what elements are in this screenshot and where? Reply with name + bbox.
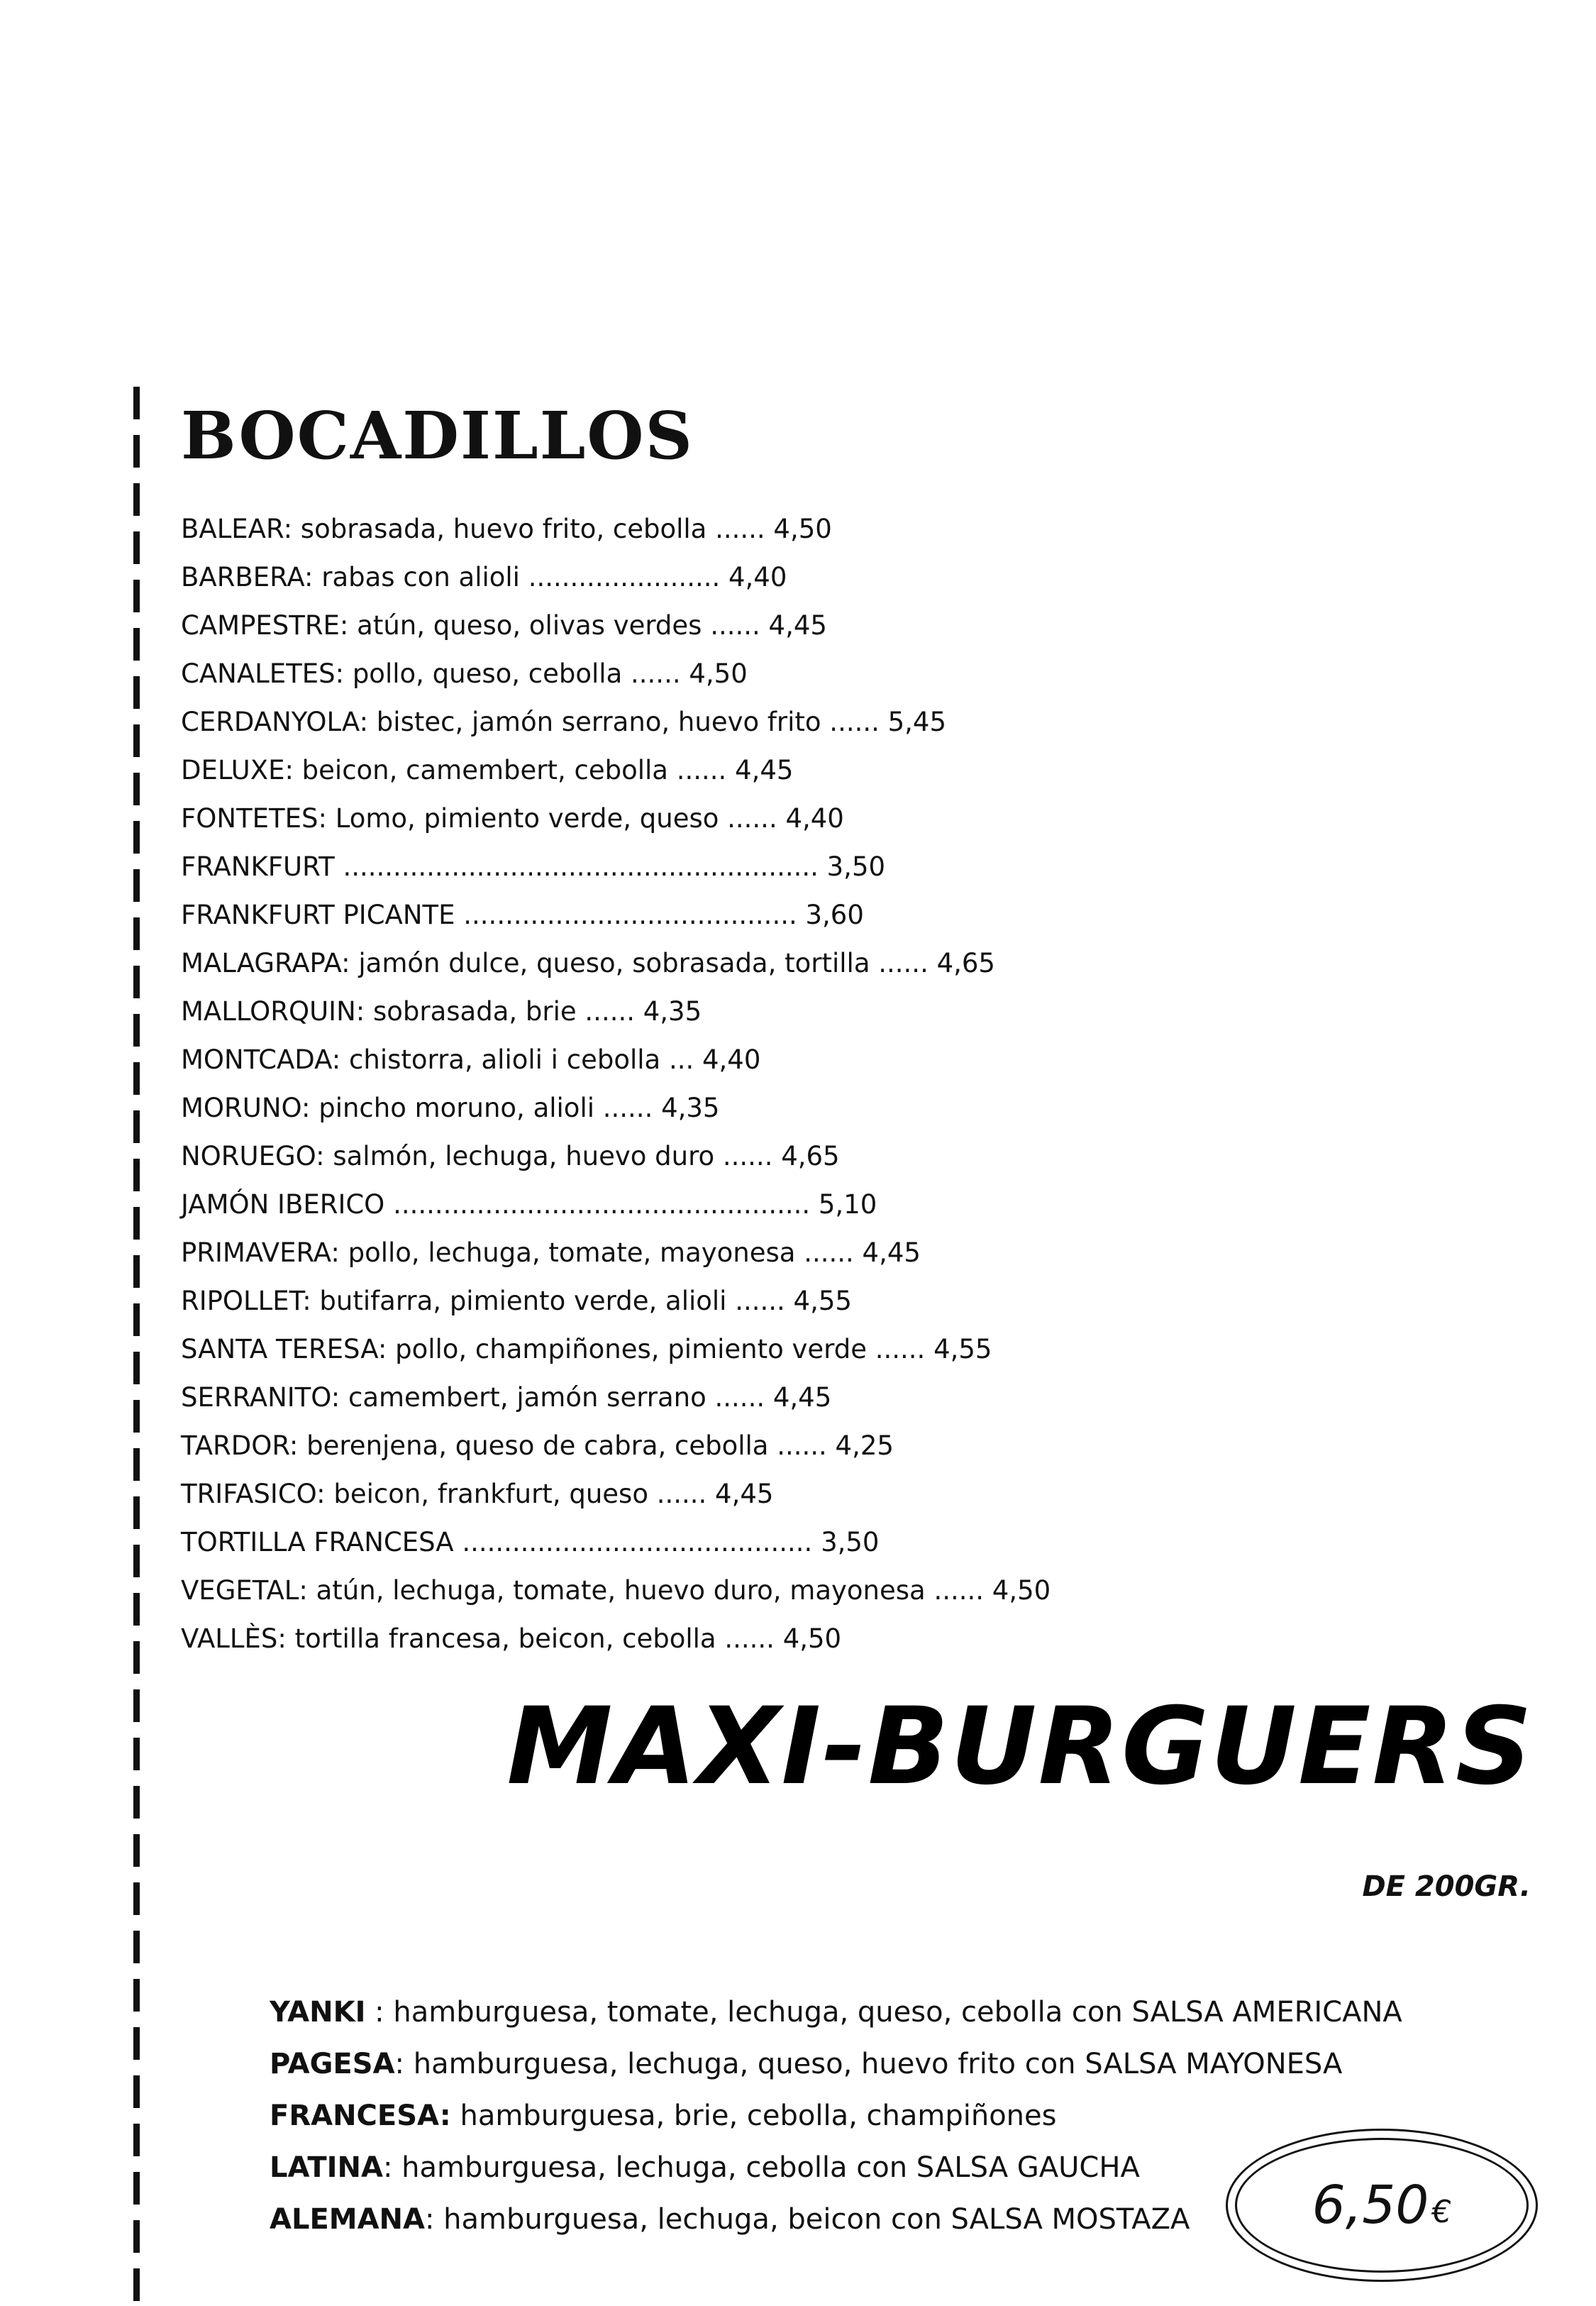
menu-item: MALAGRAPA: jamón dulce, queso, sobrasada, tortilla ...... 4,65 — [181, 948, 995, 978]
border-dash — [133, 1641, 140, 1674]
menu-item: CANALETES: pollo, queso, cebolla ...... 4,50 — [181, 658, 748, 689]
border-dash — [133, 2027, 140, 2060]
border-dash — [133, 628, 140, 661]
border-dash — [133, 1738, 140, 1770]
menu-item: JAMÓN IBERICO .................................................. 5,10 — [181, 1189, 877, 1220]
border-dash — [133, 1062, 140, 1095]
burger-name: LATINA — [270, 2151, 383, 2184]
border-dash — [133, 387, 140, 419]
price-badge-inner-ring — [1235, 2138, 1529, 2273]
border-dash — [133, 2172, 140, 2205]
menu-item: TORTILLA FRANCESA .......................................... 3,50 — [181, 1527, 880, 1557]
menu-item: CERDANYOLA: bistec, jamón serrano, huevo frito ...... 5,45 — [181, 707, 947, 737]
menu-item: BARBERA: rabas con alioli ....................... 4,40 — [181, 562, 787, 592]
menu-item: MALLORQUIN: sobrasada, brie ...... 4,35 — [181, 996, 702, 1027]
bocadillos-list — [181, 505, 1051, 1663]
menu-item: FRANKFURT ......................................................... 3,50 — [181, 851, 886, 882]
border-dash — [133, 1834, 140, 1867]
border-dash — [133, 821, 140, 854]
border-dash — [133, 2220, 140, 2253]
border-dash — [133, 1882, 140, 1915]
burger-item — [270, 2039, 1402, 2090]
price-value: 6,50 — [1312, 2175, 1429, 2236]
maxi-burguers-title: MAXI-BURGUERS — [506, 1685, 1534, 1809]
menu-item: RIPOLLET: butifarra, pimiento verde, alioli ...... 4,55 — [181, 1286, 852, 1316]
border-dash — [133, 1545, 140, 1577]
border-dash — [133, 2124, 140, 2156]
burger-description: hamburguesa, lechuga, queso, huevo frito con SALSA MAYONESA — [413, 2048, 1343, 2080]
burger-description: hamburguesa, brie, cebolla, champiñones — [460, 2100, 1057, 2132]
border-dash — [133, 917, 140, 950]
menu-item: DELUXE: beicon, camembert, cebolla ...... 4,45 — [181, 755, 794, 785]
menu-item: SANTA TERESA: pollo, champiñones, pimiento verde ...... 4,55 — [181, 1334, 992, 1364]
border-dash — [133, 1496, 140, 1529]
burger-name: YANKI — [270, 1996, 366, 2029]
border-dash — [133, 1014, 140, 1047]
menu-item: FRANKFURT PICANTE ........................................ 3,60 — [181, 900, 864, 930]
border-dash — [133, 773, 140, 805]
border-dash — [133, 676, 140, 709]
border-dash — [133, 580, 140, 612]
burger-name: ALEMANA — [270, 2203, 425, 2236]
burger-separator: : — [424, 2203, 444, 2236]
menu-item: MONTCADA: chistorra, alioli i cebolla ... 4,40 — [181, 1044, 761, 1075]
menu-item: CAMPESTRE: atún, queso, olivas verdes ...... 4,45 — [181, 610, 827, 641]
border-dash — [133, 1786, 140, 1819]
border-dash — [133, 435, 140, 468]
border-dash — [133, 1400, 140, 1433]
border-dash — [133, 1207, 140, 1240]
burger-description: hamburguesa, tomate, lechuga, queso, cebolla con SALSA AMERICANA — [393, 1996, 1402, 2029]
menu-item: TRIFASICO: beicon, frankfurt, queso ...... 4,45 — [181, 1479, 774, 1509]
border-dash — [133, 724, 140, 757]
burger-item — [270, 2090, 1402, 2142]
border-dash — [133, 1159, 140, 1191]
border-dash — [133, 2075, 140, 2108]
border-dash — [133, 531, 140, 564]
burger-name: PAGESA — [270, 2048, 395, 2080]
border-dash — [133, 1255, 140, 1288]
bocadillos-title: BOCADILLOS — [181, 397, 694, 474]
menu-item: BALEAR: sobrasada, huevo frito, cebolla ...... 4,50 — [181, 514, 832, 544]
border-dash — [133, 1689, 140, 1722]
border-dash — [133, 2268, 140, 2301]
price-badge — [1226, 2129, 1538, 2282]
border-dash — [133, 1110, 140, 1143]
border-dash — [133, 1303, 140, 1336]
menu-item: TARDOR: berenjena, queso de cabra, cebolla ...... 4,25 — [181, 1430, 894, 1461]
border-dash — [133, 1448, 140, 1481]
burger-separator: : — [394, 2048, 414, 2080]
maxi-burguers-subtitle: DE 200GR. — [1362, 1870, 1531, 1903]
menu-item: VALLÈS: tortilla francesa, beicon, cebolla ...... 4,50 — [181, 1623, 842, 1654]
border-dash — [133, 869, 140, 902]
border-dash — [133, 1931, 140, 1963]
menu-item: MORUNO: pincho moruno, alioli ...... 4,35 — [181, 1093, 720, 1123]
border-dash — [133, 1593, 140, 1626]
burger-item — [270, 1987, 1402, 2039]
burger-separator: : — [382, 2151, 402, 2184]
burger-description: hamburguesa, lechuga, cebolla con SALSA GAUCHA — [401, 2151, 1140, 2184]
price-currency: € — [1431, 2193, 1452, 2230]
decorative-border — [133, 0, 143, 2306]
menu-item: SERRANITO: camembert, jamón serrano ...... 4,45 — [181, 1382, 832, 1413]
menu-item: VEGETAL: atún, lechuga, tomate, huevo duro, mayonesa ...... 4,50 — [181, 1575, 1051, 1606]
border-dash — [133, 966, 140, 998]
burger-name: FRANCESA: — [270, 2100, 451, 2132]
burger-description: hamburguesa, lechuga, beicon con SALSA MOSTAZA — [443, 2203, 1190, 2236]
border-dash — [133, 483, 140, 516]
menu-item: NORUEGO: salmón, lechuga, huevo duro ...... 4,65 — [181, 1141, 840, 1171]
burger-separator: : — [365, 1996, 394, 2029]
border-dash — [133, 1979, 140, 2012]
border-dash — [133, 1352, 140, 1384]
menu-item: FONTETES: Lomo, pimiento verde, queso ...... 4,40 — [181, 803, 844, 834]
menu-item: PRIMAVERA: pollo, lechuga, tomate, mayonesa ...... 4,45 — [181, 1237, 921, 1268]
burger-separator — [451, 2100, 460, 2132]
